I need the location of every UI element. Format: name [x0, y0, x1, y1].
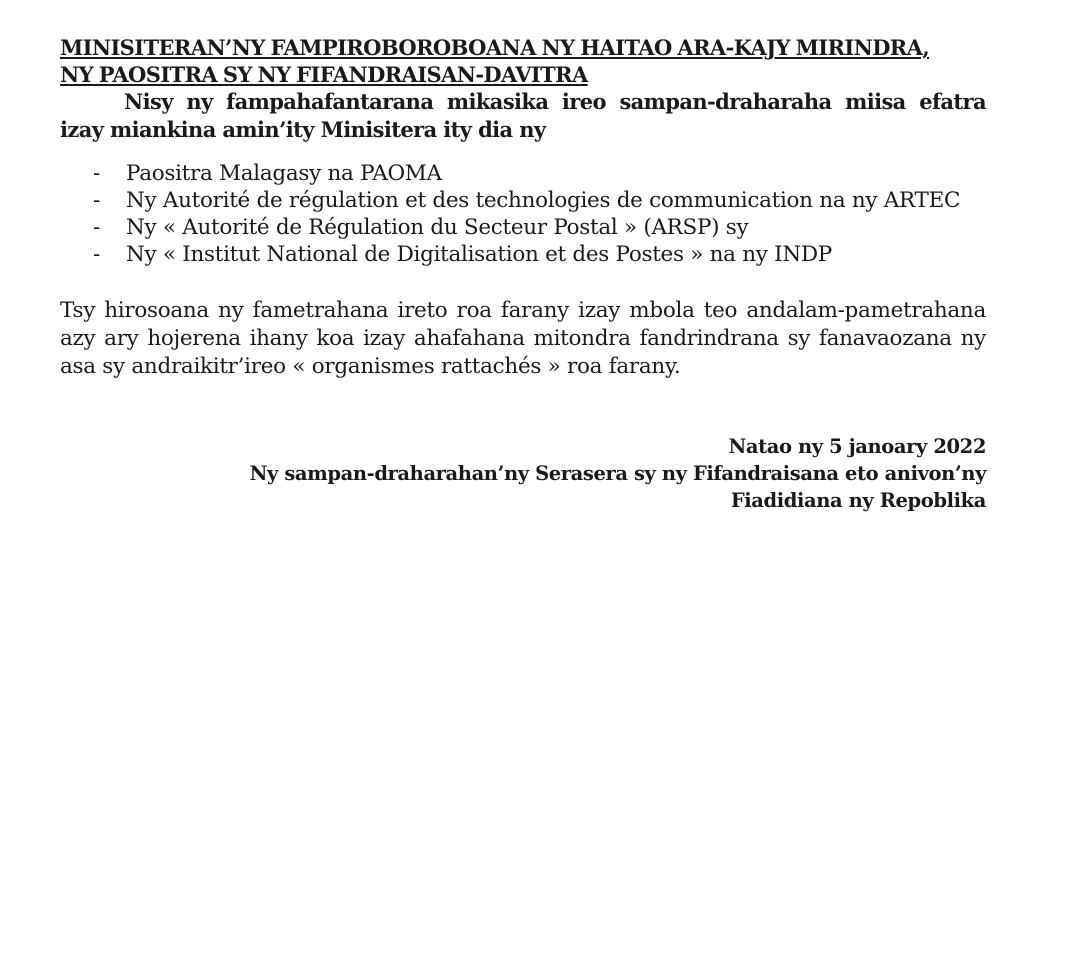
signature-date: Natao ny 5 janoary 2022: [728, 435, 986, 458]
list-item: [60, 160, 986, 187]
signature-line-1: Ny sampan-draharahan’ny Serasera sy ny Fifandraisana eto anivon’ny: [249, 462, 986, 485]
signature-block: [60, 433, 986, 514]
title-line-1: MINISITERAN’NY FAMPIROBOROBOANA NY HAITAO ARA-KAJY MIRINDRA,: [60, 35, 930, 60]
list-dash: -: [93, 161, 100, 186]
list-item-text: Paositra Malagasy na PAOMA: [126, 161, 442, 186]
document-title: [60, 34, 986, 88]
services-list: [60, 160, 986, 268]
intro-paragraph: Nisy ny fampahafantarana mikasika ireo sampan-draharaha miisa efatra izay miankina amin’ity Minisitera ity dia ny: [60, 89, 986, 142]
list-dash: -: [93, 188, 100, 213]
list-item-text: Ny Autorité de régulation et des technologies de communication na ny ARTEC: [126, 188, 961, 213]
document-page: [60, 34, 986, 514]
body-paragraph: Tsy hirosoana ny fametrahana ireto roa farany izay mbola teo andalam-pametrahana azy ary hojerena ihany koa izay ahafahana mitondra fandrindrana sy fanavaozana ny asa sy andraikitr’ireo « organismes rattachés » roa farany.: [60, 298, 986, 379]
list-item: [60, 241, 986, 268]
title-line-2: NY PAOSITRA SY NY FIFANDRAISAN-DAVITRA: [60, 62, 588, 87]
list-item-text: Ny « Autorité de Régulation du Secteur Postal » (ARSP) sy: [126, 215, 749, 240]
list-item: [60, 214, 986, 241]
list-dash: -: [93, 215, 100, 240]
list-item-text: Ny « Institut National de Digitalisation et des Postes » na ny INDP: [126, 242, 832, 267]
signature-line-2: Fiadidiana ny Repoblika: [730, 489, 986, 512]
list-item: [60, 187, 986, 214]
list-dash: -: [93, 242, 100, 267]
